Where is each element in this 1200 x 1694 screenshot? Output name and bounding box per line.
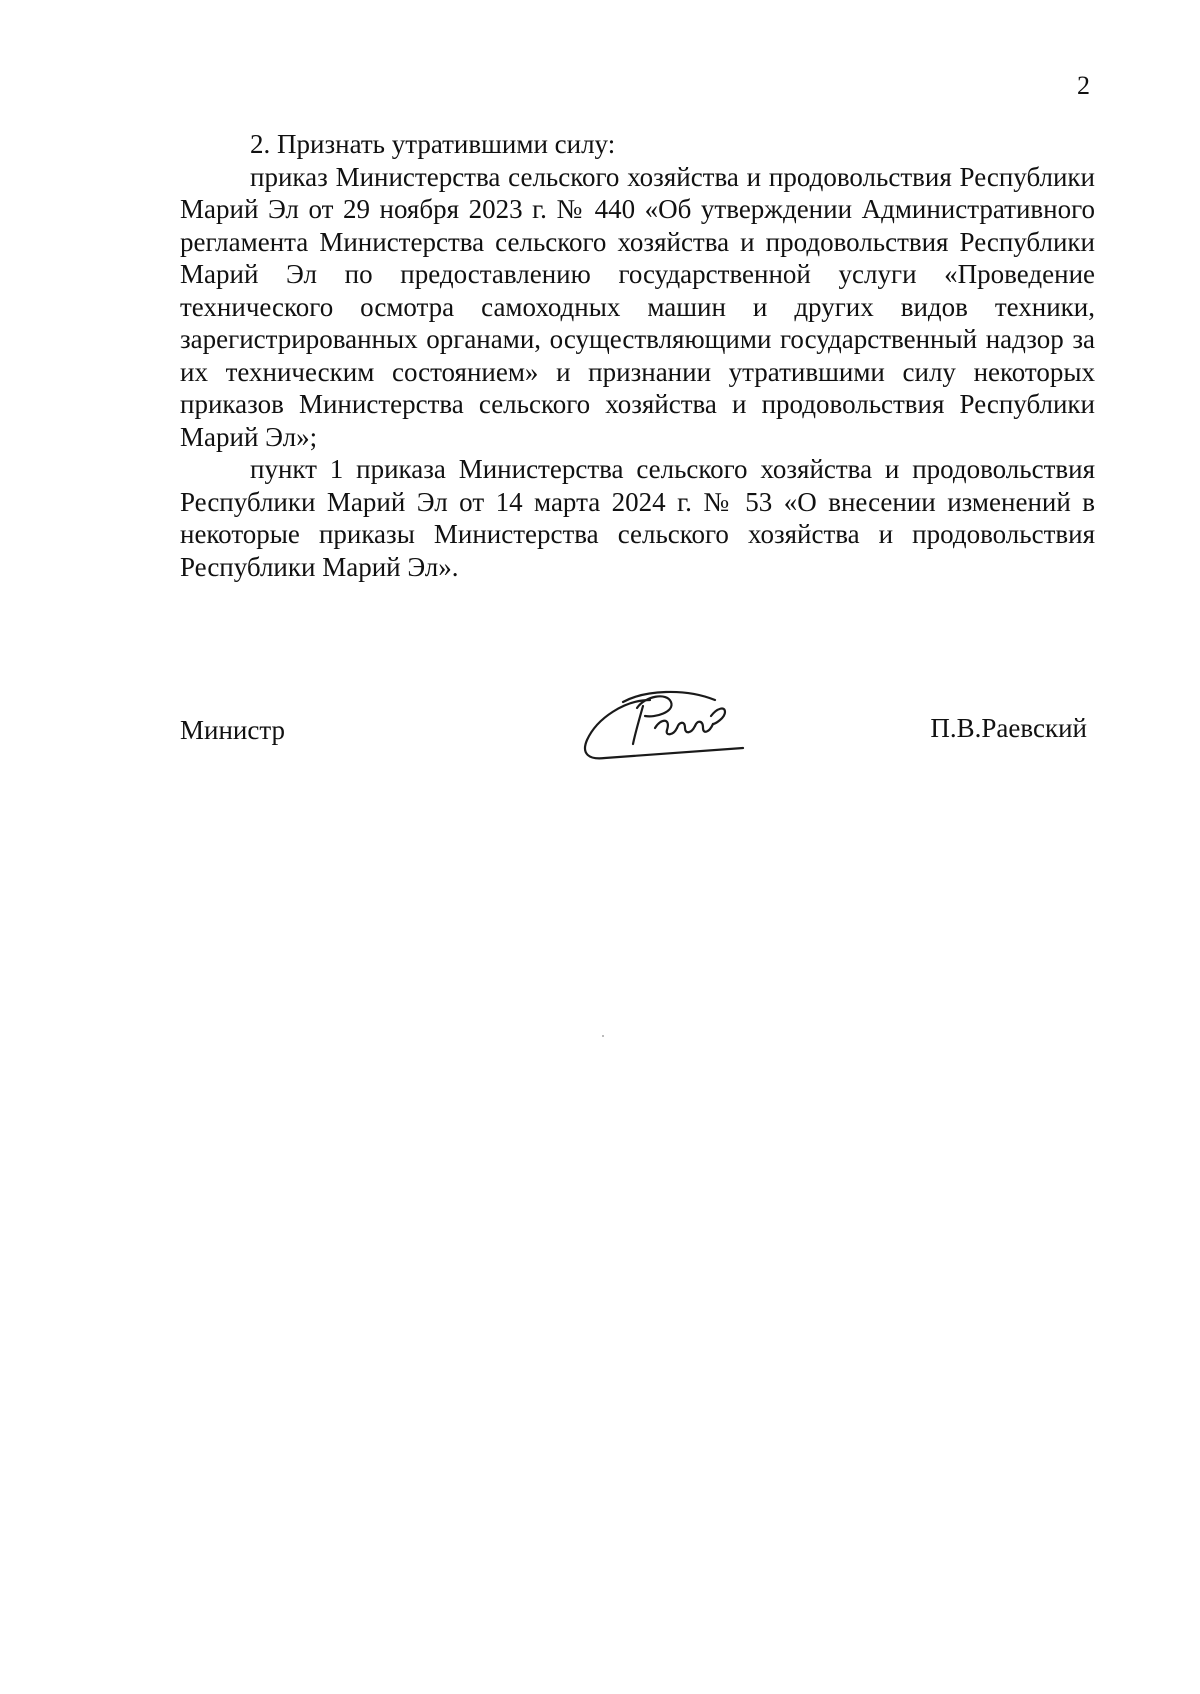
paragraph-item-2-header: 2. Признать утратившими силу: (250, 129, 616, 159)
paragraph-revoked-order-440: приказ Министерства сельского хозяйства и продовольствия Республики Марий Эл от 29 ноября 2023 г. № 440 «Об утверждении Административного регламента Министерства сельского хозяйства и продовольствия Республики Марий Эл по предоставлению государственной услуги «Проведение технического осмотра самоходных машин и других видов техники, зарегистрированных органами, осуществляющими государственный надзор за их техническим состоянием» и признании утратившими силу некоторых приказов Министерства сельского хозяйства и продовольствия Республики Марий Эл»; (180, 161, 1095, 452)
document-body (180, 128, 1095, 583)
handwritten-signature (575, 678, 755, 768)
signatory-title: Министр (180, 715, 285, 745)
scan-artifact (602, 1035, 604, 1037)
page-number: 2 (1077, 71, 1090, 100)
signatory-name: П.В.Раевский (930, 713, 1087, 743)
paragraph-revoked-order-53: пункт 1 приказа Министерства сельского хозяйства и продовольствия Республики Марий Эл от 14 марта 2024 г. № 53 «О внесении изменений в некоторые приказы Министерства сельского хозяйства и продовольствия Республики Марий Эл». (180, 454, 1095, 582)
signature-block (180, 700, 1095, 790)
